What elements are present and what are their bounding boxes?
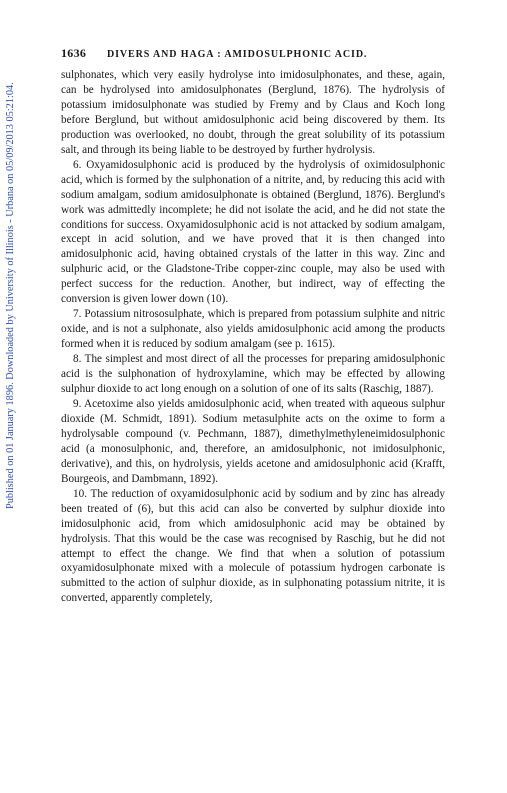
download-provenance-note <box>3 67 19 509</box>
page-number: 1636 <box>61 46 87 60</box>
paragraph-8: 8. The simplest and most direct of all the processes for preparing amidosulphonic acid is the sulphonation of hydroxylamine, which may be effected by allowing sulphur dioxide to act long enough on a solution of one of its salts (Raschig, 1887). <box>61 353 445 396</box>
document-page <box>61 46 445 606</box>
paragraph-9: 9. Acetoxime also yields amidosulphonic acid, when treated with aqueous sulphur dioxide (M. Schmidt, 1891). Sodium metasulphite acts on the oxime to form a hydrolysable compound (v. Pechmann, 1887), dimethylmethyleneimidosulphonic acid (a monosulphonic, and, therefore, an amidosulphonic, not imidosulphonic, derivative), and this, on hydrolysis, yields acetone and amidosulphonic acid (Krafft, Bourgeois, and Dambmann, 1892). <box>61 397 445 485</box>
paragraph-7: 7. Potassium nitrososulphate, which is prepared from potassium sulphite and nitric oxide, and is not a sulphonate, also yields amidosulphonic acid among the products formed when it is reduced by sodium amalgam (see p. 1615). <box>61 308 445 351</box>
paragraph-10: 10. The reduction of oxyamidosulphonic acid by sodium and by zinc has already been treated of (6), but this acid can also be converted by sulphur dioxide into imidosulphonic acid, from which amidosulphonic acid may be obtained by hydrolysis. That this would be the case was recognised by Raschig, but he did not attempt to effect the change. We find that when a solution of potassium oxyamidosulphonate mixed with a molecule of potassium hydrogen carbonate is submitted to the action of sulphur dioxide, as in sulphonating potassium nitrite, it is converted, apparently completely, <box>61 487 445 605</box>
paragraph-continuation: sulphonates, which very easily hydrolyse into imidosulphonates, and these, again, can be hydrolysed into amidosulphonates (Berglund, 1876). The hydrolysis of potassium imidosulphonate was studied by Fremy and by Claus and Koch long before Berglund, but without amidosulphonic acid being discovered by them. Its production was overlooked, no doubt, through the great solubility of its potassium salt, and through its being liable to be destroyed by further hydrolysis. <box>61 69 445 156</box>
body-text <box>61 68 445 606</box>
running-head: DIVERS AND HAGA : AMIDOSULPHONIC ACID. <box>107 49 368 60</box>
download-provenance-text: Published on 01 January 1896. Downloaded by University of Illinois - Urbana on 05/09/2013 05:21:04. <box>5 82 16 509</box>
paragraph-6: 6. Oxyamidosulphonic acid is produced by the hydrolysis of oximidosulphonic acid, which is formed by the sulphonation of a nitrite, and, by reducing this acid with sodium amalgam, sodium amidosulphonate is obtained (Berglund, 1876). Berglund's work was admittedly incomplete; he did not isolate the acid, and he did not state the conditions for success. Oxyamidosulphonic acid is not attacked by sodium amalgam, except in acid solution, and we have proved that it is then changed into amidosulphonic acid, having obtained crystals of the latter in this way. Zinc and sulphuric acid, or the Gladstone-Tribe copper-zinc couple, may also be used with perfect success for the reduction. Another, but indirect, way of effecting the conversion is given lower down (10). <box>61 158 445 306</box>
page-header <box>61 46 445 60</box>
